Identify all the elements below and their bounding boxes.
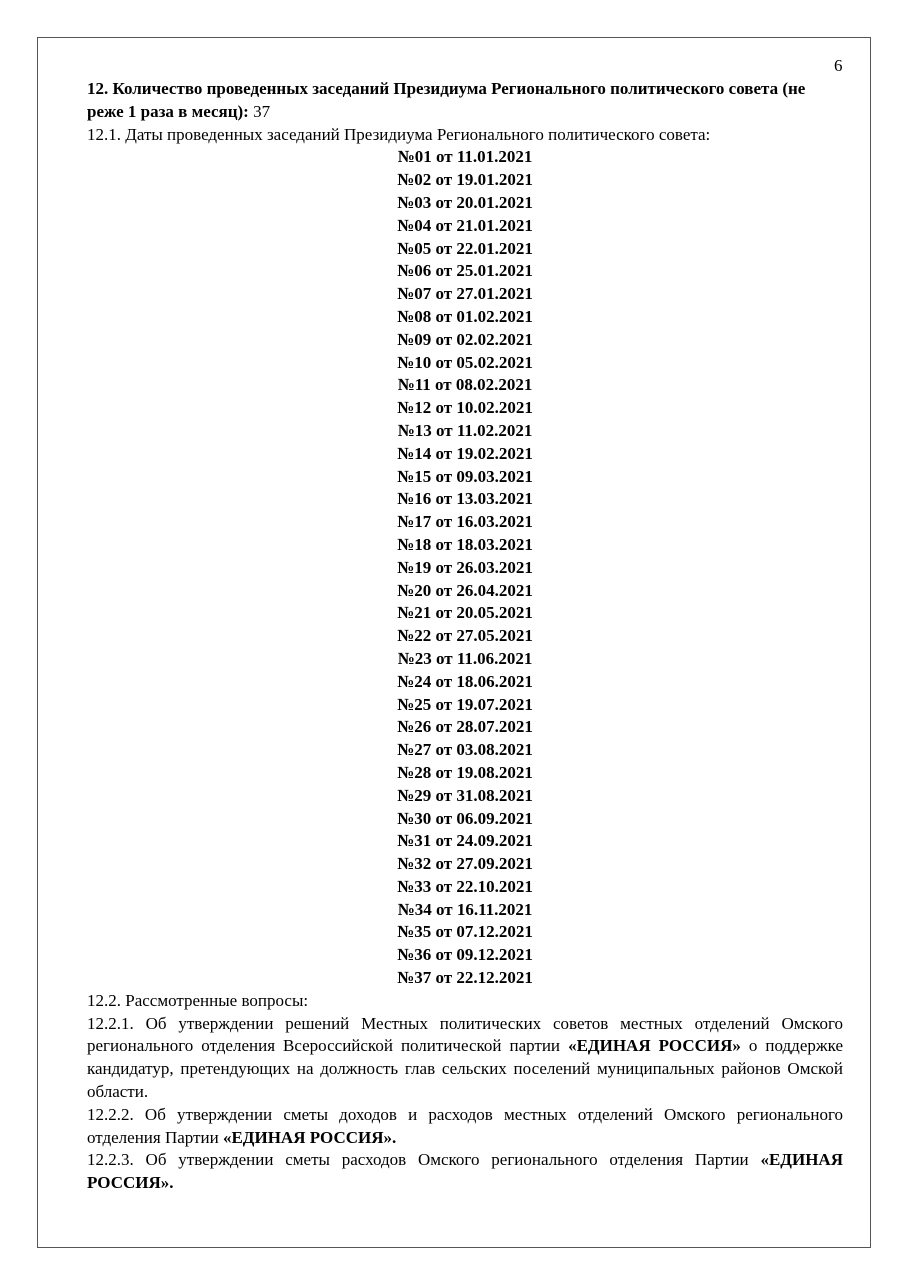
meeting-date-item: №37 от 22.12.2021 — [397, 968, 533, 988]
meeting-date-item: №30 от 06.09.2021 — [397, 808, 533, 828]
meeting-date-item: №16 от 13.03.2021 — [397, 489, 533, 509]
meeting-date-item: №04 от 21.01.2021 — [397, 215, 533, 235]
section-12-1-label: 12.1. Даты проведенных заседаний Президиума Регионального политического совета: — [87, 124, 711, 144]
meeting-date-item: №08 от 01.02.2021 — [397, 306, 533, 326]
meeting-date-item: №09 от 02.02.2021 — [397, 329, 533, 349]
item-12-2-2-party-name: «ЕДИНАЯ РОССИЯ». — [222, 1127, 397, 1147]
page-number: 6 — [834, 56, 843, 75]
meeting-date-item: №17 от 16.03.2021 — [397, 512, 533, 532]
meeting-date-item: №21 от 20.05.2021 — [397, 603, 533, 623]
meeting-date-item: №01 от 11.01.2021 — [397, 147, 533, 167]
meeting-date-item: №26 от 28.07.2021 — [397, 717, 533, 737]
meeting-date-item: №06 от 25.01.2021 — [397, 261, 533, 281]
meeting-date-item: №29 от 31.08.2021 — [397, 785, 533, 805]
section-12-2-label: 12.2. Рассмотренные вопросы: — [87, 990, 309, 1010]
section-12-title: 12. Количество проведенных заседаний Президиума Регионального политического совета (не реже 1 раза в месяц): — [87, 79, 806, 121]
meeting-date-item: №13 от 11.02.2021 — [397, 420, 533, 440]
item-12-2-2 — [87, 1104, 843, 1150]
meeting-date-item: №36 от 09.12.2021 — [397, 945, 533, 965]
meeting-date-item: №24 от 18.06.2021 — [397, 671, 533, 691]
meeting-date-item: №32 от 27.09.2021 — [397, 854, 533, 874]
meeting-date-item: №02 от 19.01.2021 — [397, 170, 533, 190]
meeting-date-item: №11 от 08.02.2021 — [397, 375, 533, 395]
document-body — [87, 78, 843, 1195]
meeting-date-item: №33 от 22.10.2021 — [397, 876, 533, 896]
meeting-date-item: №20 от 26.04.2021 — [397, 580, 533, 600]
meeting-date-item: №03 от 20.01.2021 — [397, 192, 533, 212]
meeting-date-item: №22 от 27.05.2021 — [397, 626, 533, 646]
meeting-date-item: №28 от 19.08.2021 — [397, 762, 533, 782]
meeting-date-item: №23 от 11.06.2021 — [397, 648, 533, 668]
meeting-date-item: №18 от 18.03.2021 — [397, 534, 533, 554]
item-12-2-3-party-name: «ЕДИНАЯ РОССИЯ». — [87, 1150, 843, 1193]
meeting-date-item: №10 от 05.02.2021 — [397, 352, 533, 372]
meeting-date-item: №05 от 22.01.2021 — [397, 238, 533, 258]
meeting-date-item: №27 от 03.08.2021 — [397, 740, 533, 760]
item-12-2-3 — [87, 1149, 843, 1195]
item-12-2-1-party-name: «ЕДИНАЯ РОССИЯ» — [568, 1036, 741, 1056]
item-12-2-1 — [87, 1013, 843, 1104]
meeting-date-item: №31 от 24.09.2021 — [397, 831, 533, 851]
item-12-2-3-text-a: 12.2.3. Об утверждении сметы расходов Омского регионального отделения Партии — [87, 1150, 761, 1170]
item-12-2-1-text-a: 12.2.1. Об утверждении решений Местных политических советов местных отделений Омского регионального отделения Всероссийской политической партии — [87, 1013, 843, 1056]
meeting-dates-list — [87, 146, 843, 989]
meeting-date-item: №34 от 16.11.2021 — [397, 899, 533, 919]
meeting-date-item: №12 от 10.02.2021 — [397, 398, 533, 418]
meeting-date-item: №25 от 19.07.2021 — [397, 694, 533, 714]
meeting-date-item: №35 от 07.12.2021 — [397, 922, 533, 942]
item-12-2-1-text-b: о поддержке кандидатур, претендующих на должность глав сельских поселений муниципальных районов Омской области. — [87, 1036, 843, 1102]
section-12-heading — [87, 78, 843, 124]
meeting-date-item: №15 от 09.03.2021 — [397, 466, 533, 486]
meeting-date-item: №19 от 26.03.2021 — [397, 557, 533, 577]
section-12-count: 37 — [248, 101, 271, 121]
item-12-2-2-text-a: 12.2.2. Об утверждении сметы доходов и расходов местных отделений Омского регионального отделения Партии — [87, 1104, 843, 1147]
meeting-date-item: №07 от 27.01.2021 — [397, 284, 533, 304]
meeting-date-item: №14 от 19.02.2021 — [397, 443, 533, 463]
